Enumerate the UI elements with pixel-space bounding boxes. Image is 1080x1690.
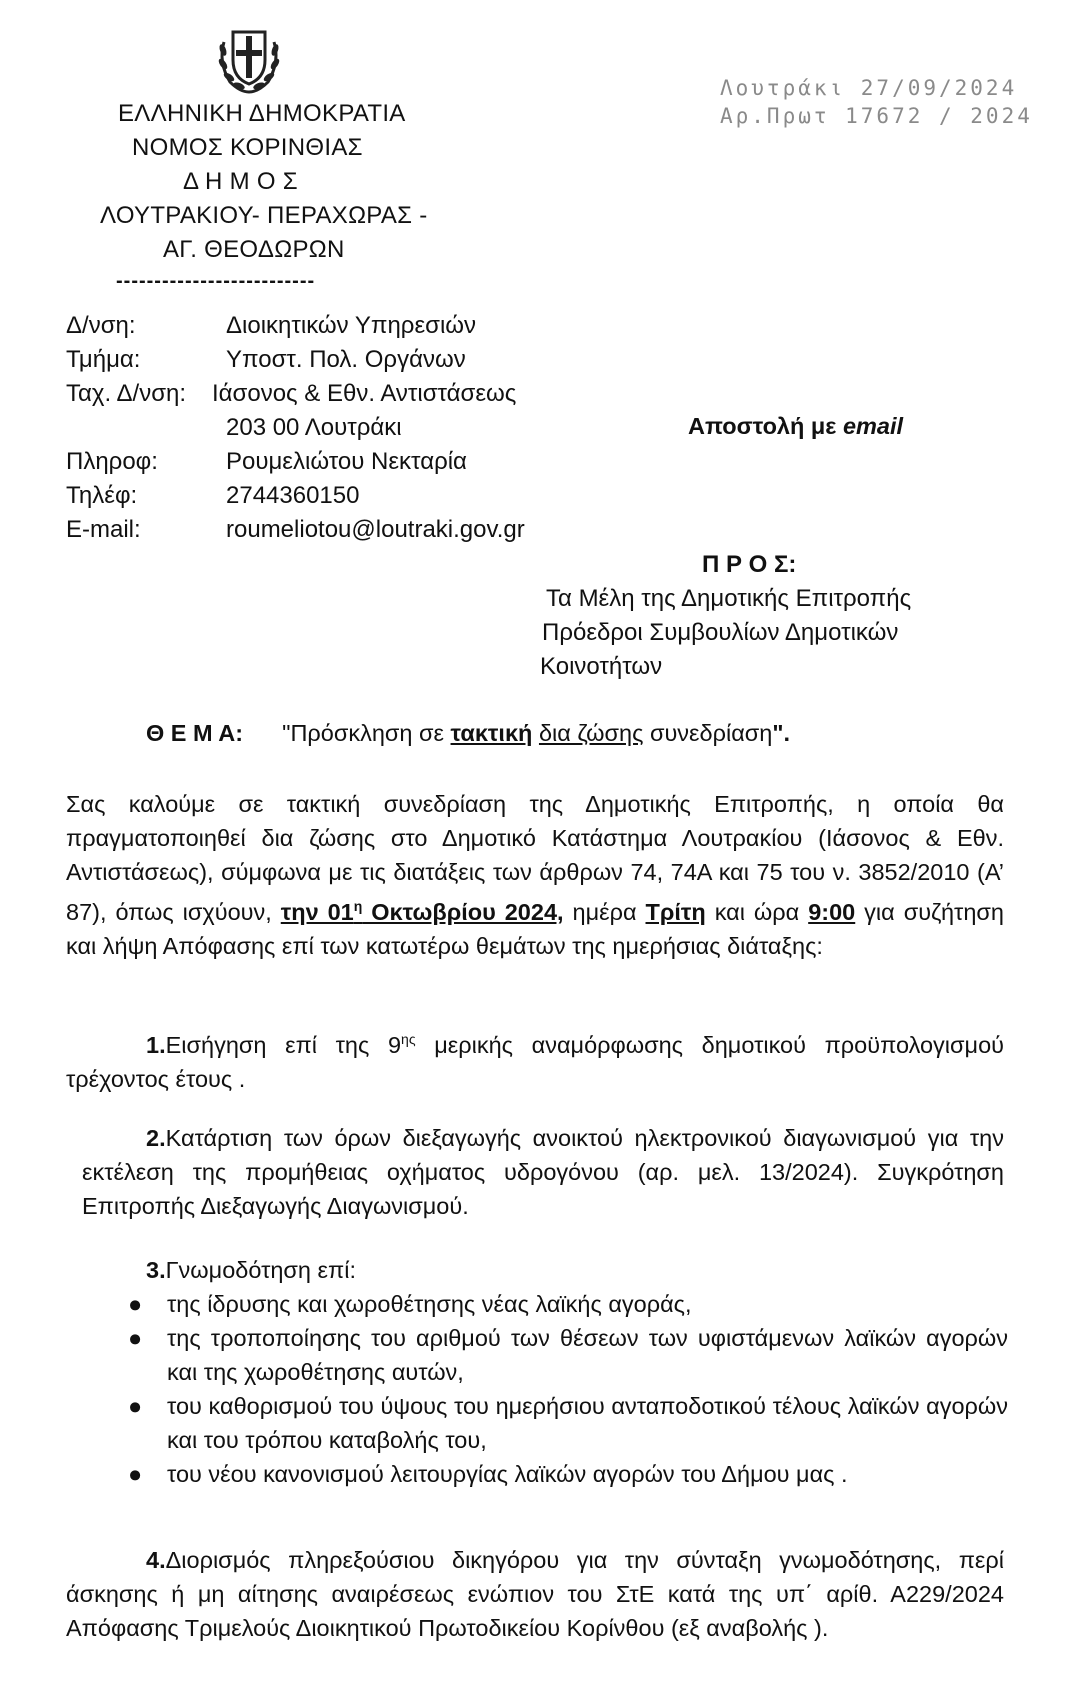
recipients-title: Π Ρ Ο Σ: — [702, 551, 797, 578]
intro-paragraph — [66, 787, 1004, 963]
subject-meeting-mode: δια ζώσης — [538, 720, 644, 746]
bullet-icon: ● — [128, 1393, 143, 1419]
list-item — [128, 1389, 1008, 1457]
delivery-method — [688, 413, 903, 440]
subject-meeting-type: τακτική — [450, 720, 533, 746]
header-municipality-name-1: ΛΟΥΤΡΑΚΙΟΥ- ΠΕΡΑΧΩΡΑΣ - — [100, 202, 428, 229]
subject-label: Θ Ε Μ Α: — [146, 720, 244, 746]
recipient-line-3: Κοινοτήτων — [540, 653, 663, 680]
agenda-item-4-text: Διορισμός πληρεξούσιου δικηγόρου για την σύνταξη γνωμοδότησης, περί άσκησης ή μη αίτησης αναιρέσεως ενώπιον του ΣτΕ κατά της υπ΄ αρίθ. Α229/2024 Απόφασης Τριμελούς Διοικητικού Πρωτοδικείου Κορίνθου (εξ αναβολής ). — [66, 1547, 1004, 1641]
header-divider: -------------------------- — [116, 270, 316, 292]
subject-line — [146, 720, 790, 747]
agenda-item-4 — [66, 1543, 1004, 1645]
list-item — [128, 1321, 1008, 1389]
intro-text-2: για συζήτηση και λήψη Απόφασης επί των κατωτέρω θεμάτων της ημερήσιας διάταξης: — [66, 898, 1004, 959]
info-value-email[interactable]: roumeliotou@loutraki.gov.gr — [226, 516, 525, 543]
header-municipality: Δ Η Μ Ο Σ — [183, 168, 298, 195]
agenda-item-2 — [82, 1121, 1004, 1223]
agenda-item-2-text: Κατάρτιση των όρων διεξαγωγής ανοικτού ηλεκτρονικού διαγωνισμού για την εκτέλεση της προμήθειας οχήματος υδρογόνου (αρ. μελ. 13/2024). Συγκρότηση Επιτροπής Διεξαγωγής Διαγωνισμού. — [82, 1125, 1004, 1219]
info-label-phone: Τηλέφ: — [66, 482, 138, 509]
intro-day-prefix: ημέρα — [563, 898, 646, 925]
bullet-icon: ● — [128, 1461, 143, 1487]
info-label-department: Τμήμα: — [66, 346, 141, 373]
header-prefecture: ΝΟΜΟΣ ΚΟΡΙΝΘΙΑΣ — [132, 134, 363, 161]
header-municipality-name-2: ΑΓ. ΘΕΟΔΩΡΩΝ — [163, 236, 345, 263]
subject-open-quote: "Πρόσκληση σε — [282, 720, 451, 746]
agenda-item-1-text-b: μερικής αναμόρφωσης δημοτικού προϋπολογισμού τρέχοντος έτους . — [66, 1031, 1004, 1092]
bullet-text: της ίδρυσης και χωροθέτησης νέας λαϊκής αγοράς, — [167, 1291, 692, 1317]
info-label-address: Ταχ. Δ/νση: — [66, 380, 187, 407]
bullet-icon: ● — [128, 1325, 143, 1351]
agenda-item-3-bullets — [128, 1287, 1008, 1491]
agenda-item-4-number: 4. — [146, 1547, 166, 1573]
header-republic: ΕΛΛΗΝΙΚΗ ΔΗΜΟΚΡΑΤΙΑ — [118, 100, 406, 127]
info-value-phone: 2744360150 — [226, 482, 360, 509]
bullet-text: του καθορισμού του ύψους του ημερήσιου ανταποδοτικού τέλους λαϊκών αγορών και του τρόπου καταβολής του, — [167, 1393, 1008, 1453]
agenda-item-1-text-a: Εισήγηση επί της 9 — [165, 1031, 402, 1058]
recipient-line-1: Τα Μέλη της Δημοτικής Επιτροπής — [546, 585, 912, 612]
agenda-item-3-text: Γνωμοδότηση επί: — [165, 1257, 356, 1283]
list-item — [128, 1457, 1008, 1491]
subject-close: ". — [772, 720, 791, 746]
subject-rest: συνεδρίαση — [643, 720, 773, 746]
info-label-directorate: Δ/νση: — [66, 312, 136, 339]
intro-text-1: Σας καλούμε σε τακτική συνεδρίαση της Δημοτικής Επιτροπής, η οποία θα πραγματοποιηθεί δια ζώσης στο Δημοτικό Κατάστημα Λουτρακίου (Ιάσονος & Εθν. Αντιστάσεως), σύμφωνα με τις διατάξεις των άρθρων 74, 74Α και 75 του ν. 3852/2010 (Α’ 87), όπως ισχύουν, — [66, 791, 1004, 925]
bullet-icon: ● — [128, 1291, 143, 1317]
delivery-prefix: Αποστολή με — [688, 413, 843, 439]
protocol-number: Αρ.Πρωτ 17672 / 2024 — [720, 104, 1033, 128]
place-date: Λουτράκι 27/09/2024 — [720, 76, 1018, 100]
info-label-contact: Πληροφ: — [66, 448, 158, 475]
meeting-time: 9:00 — [808, 898, 856, 925]
delivery-method-email: email — [842, 413, 904, 439]
meeting-day: Τρίτη — [645, 898, 706, 925]
agenda-item-3 — [146, 1253, 356, 1287]
agenda-item-3-number: 3. — [146, 1257, 166, 1283]
agenda-item-1-sup: ης — [401, 1031, 416, 1047]
agenda-item-1 — [66, 1022, 1004, 1096]
info-value-department: Υποστ. Πολ. Οργάνων — [226, 346, 466, 373]
bullet-text: της τροποποίησης του αριθμού των θέσεων των υφιστάμενων λαϊκών αγορών και της χωροθέτησης αυτών, — [167, 1325, 1008, 1385]
greek-coat-of-arms-emblem — [214, 22, 284, 96]
meeting-date: την $01^\eta$ Οκτωβρίου 2024, — [280, 898, 564, 925]
list-item — [128, 1287, 1008, 1321]
agenda-item-1-number: 1. — [146, 1031, 166, 1058]
info-value-postcode: 203 00 Λουτράκι — [226, 414, 402, 441]
info-value-address: Ιάσονος & Εθν. Αντιστάσεως — [212, 380, 517, 407]
recipient-line-2: Πρόεδροι Συμβουλίων Δημοτικών — [542, 619, 899, 646]
agenda-item-2-number: 2. — [146, 1125, 166, 1151]
info-label-email: E-mail: — [66, 516, 141, 543]
bullet-text: του νέου κανονισμού λειτουργίας λαϊκών αγορών του Δήμου μας . — [167, 1461, 848, 1487]
info-value-directorate: Διοικητικών Υπηρεσιών — [226, 312, 477, 339]
info-value-contact: Ρουμελιώτου Νεκταρία — [226, 448, 467, 475]
intro-time-prefix: και ώρα — [705, 898, 809, 925]
